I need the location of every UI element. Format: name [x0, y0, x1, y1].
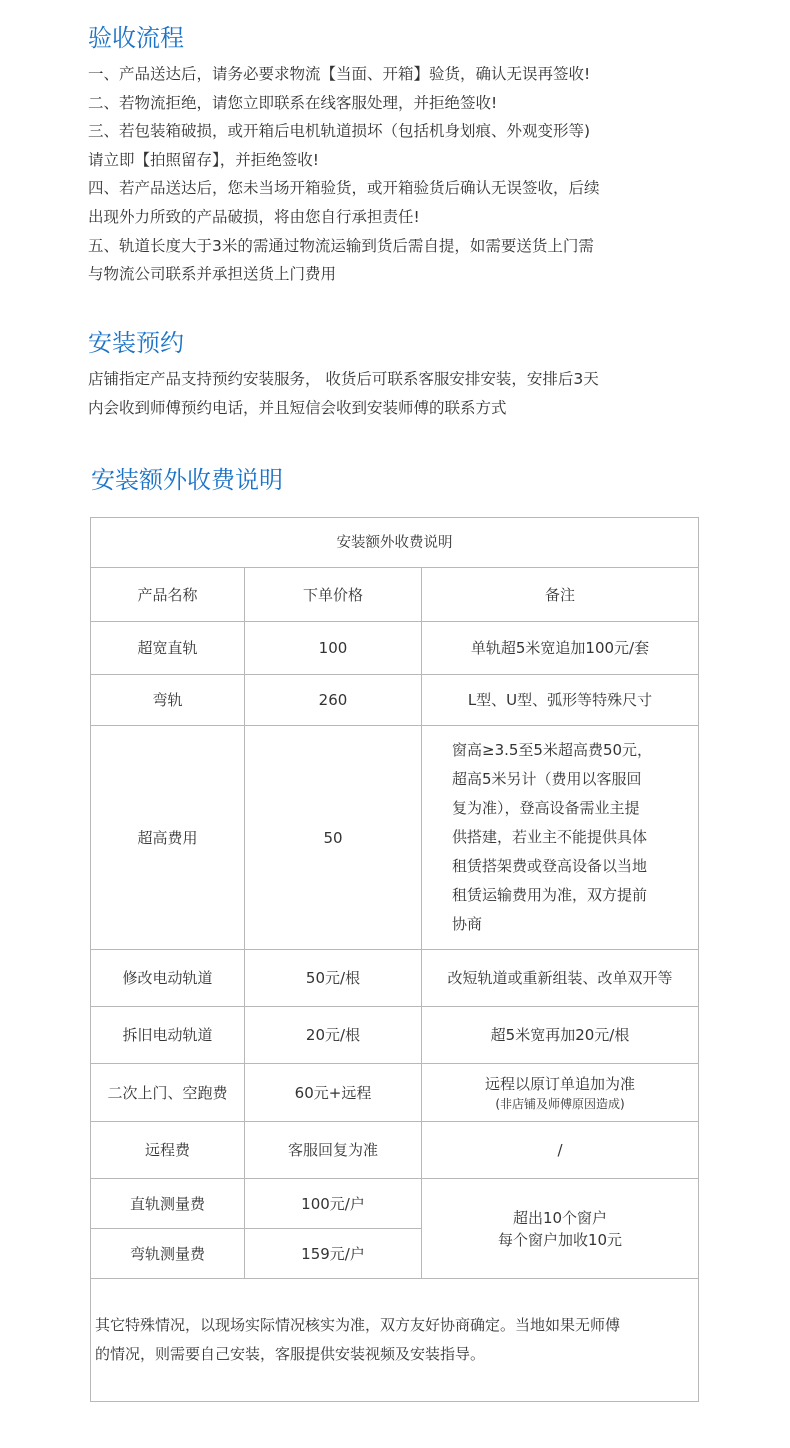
extra-fee-table — [90, 517, 699, 1402]
cell-name: 弯轨 — [91, 675, 245, 726]
table-footer-note — [91, 1279, 699, 1402]
note-line: 窗高≥3.5至5米超高费50元， — [452, 741, 653, 759]
cell-price: 100 — [245, 622, 422, 675]
text-line: 五、轨道长度大于3米的需通过物流运输到货后需自提，如需要送货上门需 — [88, 236, 594, 255]
cell-name: 超高费用 — [91, 726, 245, 950]
cell-note: 单轨超5米宽追加100元/套 — [422, 622, 699, 675]
cell-price: 100元/户 — [245, 1179, 422, 1229]
section-heading-installation: 安装预约 — [88, 329, 184, 357]
text-line: 店铺指定产品支持预约安装服务， 收货后可联系客服安排安装，安排后3天 — [88, 370, 599, 388]
footer-line: 其它特殊情况，以现场实际情况核实为准，双方友好协商确定。当地如果无师傅 — [95, 1316, 621, 1334]
table-header-row — [91, 568, 699, 622]
cell-note: / — [422, 1122, 699, 1179]
cell-name: 修改电动轨道 — [91, 950, 245, 1007]
cell-price: 20元/根 — [245, 1007, 422, 1064]
note-line: 租赁搭架费或登高设备以当地 — [452, 857, 648, 875]
table-title-row — [91, 518, 699, 568]
table-row — [91, 1122, 699, 1179]
note-line: 复为准），登高设备需业主提 — [452, 799, 640, 817]
header-product-name: 产品名称 — [91, 568, 245, 622]
header-remarks: 备注 — [422, 568, 699, 622]
cell-name: 弯轨测量费 — [91, 1229, 245, 1279]
note-line: 协商 — [452, 915, 483, 933]
note-line: 租赁运输费用为准，双方提前 — [452, 886, 648, 904]
text-line: 与物流公司联系并承担送货上门费用 — [88, 265, 337, 284]
text-line: 内会收到师傅预约电话，并且短信会收到安装师傅的联系方式 — [88, 398, 507, 417]
cell-price: 50元/根 — [245, 950, 422, 1007]
section-heading-acceptance: 验收流程 — [88, 24, 184, 52]
acceptance-process-text — [88, 60, 708, 289]
cell-name: 二次上门、空跑费 — [91, 1064, 245, 1122]
text-line: 三、若包装箱破损，或开箱后电机轨道损坏（包括机身划痕、外观变形等) — [88, 122, 591, 141]
header-order-price: 下单价格 — [245, 568, 422, 622]
text-line: 四、若产品送达后，您未当场开箱验货，或开箱验货后确认无误签收，后续 — [88, 179, 600, 198]
section-heading-extra-fees: 安装额外收费说明 — [91, 466, 283, 494]
cell-price: 260 — [245, 675, 422, 726]
note-line: 供搭建，若业主不能提供具体 — [452, 828, 648, 846]
table-footer-row — [91, 1279, 699, 1402]
table-row — [91, 1179, 699, 1229]
cell-note: 改短轨道或重新组装、改单双开等 — [422, 950, 699, 1007]
cell-name: 直轨测量费 — [91, 1179, 245, 1229]
text-line: 出现外力所致的产品破损，将由您自行承担责任! — [88, 207, 420, 226]
cell-note: L型、U型、弧形等特殊尺寸 — [422, 675, 699, 726]
cell-name: 超宽直轨 — [91, 622, 245, 675]
text-line: 一、产品送达后，请务必要求物流【当面、开箱】验货，确认无误再签收! — [88, 65, 591, 83]
note-sub: (非店铺及师傅原因造成) — [495, 1096, 625, 1111]
text-line: 二、若物流拒绝，请您立即联系在线客服处理，并拒绝签收! — [88, 93, 498, 112]
cell-price: 客服回复为准 — [245, 1122, 422, 1179]
cell-price: 60元+远程 — [245, 1064, 422, 1122]
note-line: 超高5米另计（费用以客服回 — [452, 770, 642, 788]
cell-note-multiline — [422, 726, 699, 950]
table-row — [91, 726, 699, 950]
cell-note-measurement — [422, 1179, 699, 1279]
cell-note-with-sub — [422, 1064, 699, 1122]
installation-booking-text — [88, 365, 708, 422]
table-row — [91, 1064, 699, 1122]
cell-name: 拆旧电动轨道 — [91, 1007, 245, 1064]
footer-line: 的情况，则需要自己安装，客服提供安装视频及安装指导。 — [95, 1345, 486, 1363]
cell-name: 远程费 — [91, 1122, 245, 1179]
text-line: 请立即【拍照留存】，并拒绝签收! — [88, 150, 319, 169]
table-title: 安装额外收费说明 — [91, 518, 699, 568]
cell-price: 50 — [245, 726, 422, 950]
cell-price: 159元/户 — [245, 1229, 422, 1279]
table-row — [91, 1007, 699, 1064]
cell-note: 超5米宽再加20元/根 — [422, 1007, 699, 1064]
note-line: 超出10个窗户 — [512, 1208, 608, 1227]
table-row — [91, 675, 699, 726]
note-line: 每个窗户加收10元 — [497, 1230, 623, 1249]
note-main: 远程以原订单追加为准 — [484, 1074, 635, 1093]
table-row — [91, 950, 699, 1007]
table-row — [91, 622, 699, 675]
